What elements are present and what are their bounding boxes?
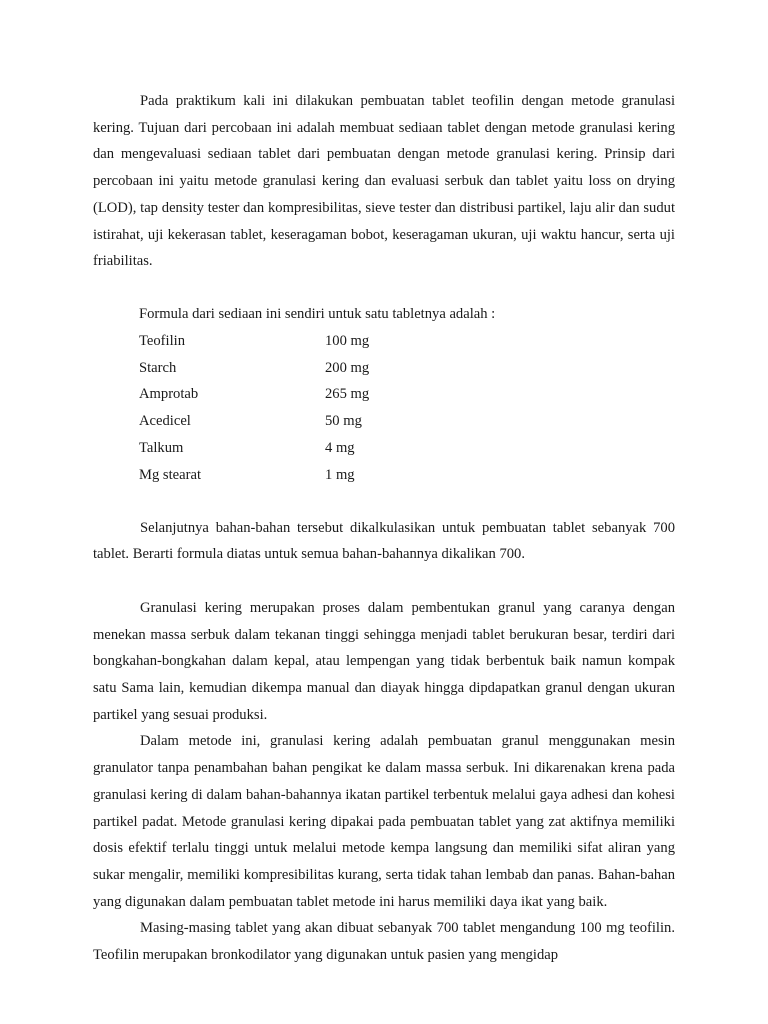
ingredient-name: Talkum — [139, 439, 184, 456]
formula-intro: Formula dari sediaan ini sendiri untuk satu tabletnya adalah : — [139, 305, 496, 322]
paragraph-tablet: Masing-masing tablet yang akan dibuat sebanyak 700 tablet mengandung 100 mg teofilin. Teofilin merupakan bronkodilator yang digunakan untuk pasien yang mengidap — [93, 920, 675, 964]
paragraph-method: Dalam metode ini, granulasi kering adalah pembuatan granul menggunakan mesin granulator tanpa penambahan bahan pengikat ke dalam massa serbuk. Ini dikarenakan krena pada granulasi kering di dalam bahan-bahannya ikatan partikel terbentuk melalui gaya adhesi dan kohesi partikel padat. Metode granulasi kering dipakai pada pembuatan tablet yang zat aktifnya memiliki dosis efektif terlalu tinggi untuk melalui metode kempa langsung dan memiliki sifat aliran yang sukar mengalir, memiliki kompresibilitas kurang, serta tidak tahan lembab dan panas. Bahan-bahan yang digunakan dalam pembuatan tablet metode ini harus memiliki daya ikat yang baik. — [93, 733, 675, 910]
formula-row — [139, 462, 675, 489]
ingredient-quantity: 50 mg — [325, 413, 362, 430]
spacer — [93, 568, 675, 595]
spacer — [93, 275, 675, 301]
ingredient-name: Acedicel — [139, 413, 191, 430]
formula-section — [139, 301, 675, 489]
spacer — [93, 489, 675, 515]
formula-row — [139, 408, 675, 435]
paragraph-granulation-definition: Granulasi kering merupakan proses dalam pembentukan granul yang caranya dengan menekan massa serbuk dalam tekanan tinggi sehingga menjadi tablet berukuran besar, terdiri dari bongkahan-bongkahan dalam kepal, atau lempengan yang tidak berbentuk baik namun kompak satu Sama lain, kemudian dikempa manual dan diayak hingga dipdapatkan granul dengan ukuran partikel yang sesuai produksi. — [93, 599, 675, 723]
formula-row — [139, 381, 675, 408]
formula-row — [139, 355, 675, 382]
paragraph-calculation: Selanjutnya bahan-bahan tersebut dikalkulasikan untuk pembuatan tablet sebanyak 700 tablet. Berarti formula diatas untuk semua bahan-bahannya dikalikan 700. — [93, 519, 675, 563]
ingredient-quantity: 100 mg — [325, 332, 370, 349]
ingredient-name: Teofilin — [139, 332, 185, 349]
paragraph-intro: Pada praktikum kali ini dilakukan pembuatan tablet teofilin dengan metode granulasi kering. Tujuan dari percobaan ini adalah membuat sediaan tablet dengan metode granulasi kering dan mengevaluasi sediaan tablet dari pembuatan dengan metode granulasi kering. Prinsip dari percobaan ini yaitu metode granulasi kering dan evaluasi serbuk dan tablet yaitu loss on drying (LOD), tap density tester dan kompresibilitas, sieve tester dan distribusi partikel, laju alir dan sudut istirahat, uji kekerasan tablet, keseragaman bobot, keseragaman ukuran, uji waktu hancur, serta uji friabilitas. — [93, 93, 675, 270]
document-page — [93, 88, 675, 969]
ingredient-name: Mg stearat — [139, 466, 202, 483]
ingredient-name: Starch — [139, 359, 177, 376]
ingredient-quantity: 1 mg — [325, 466, 355, 483]
ingredient-name: Amprotab — [139, 386, 199, 403]
formula-row — [139, 435, 675, 462]
ingredient-quantity: 200 mg — [325, 359, 370, 376]
ingredient-quantity: 265 mg — [325, 386, 370, 403]
formula-row — [139, 328, 675, 355]
ingredient-quantity: 4 mg — [325, 439, 355, 456]
